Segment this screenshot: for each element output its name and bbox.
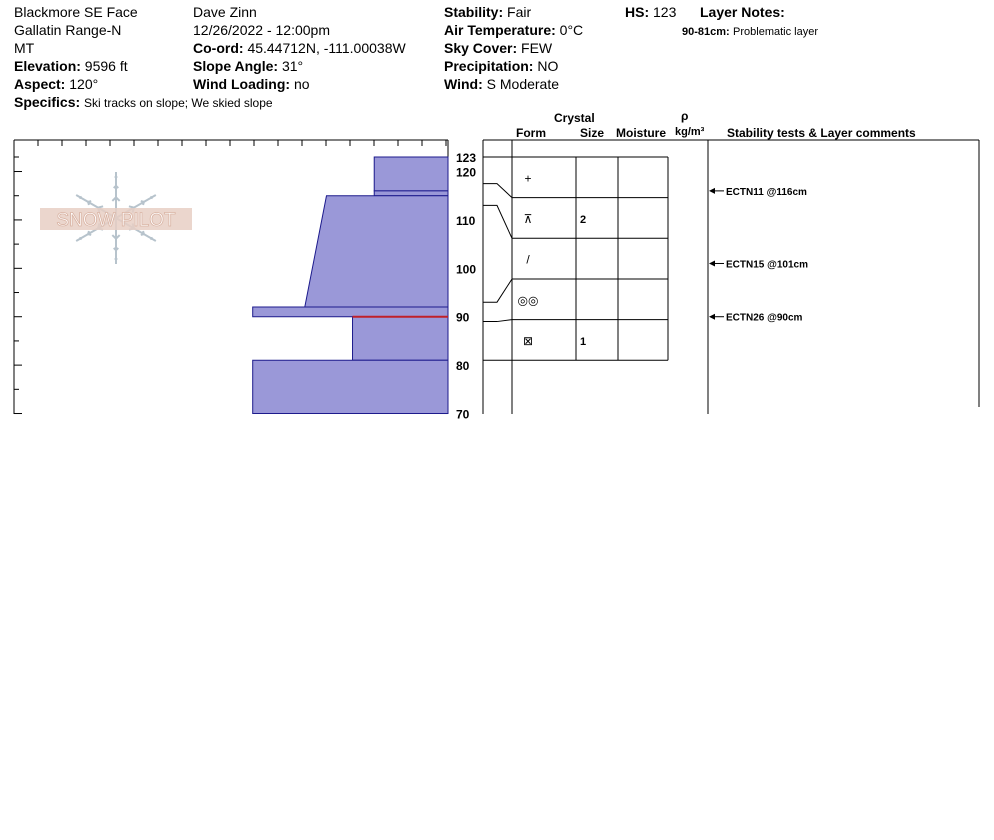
snowflake-branch (143, 202, 144, 205)
hardness-layer (353, 317, 448, 361)
hs-label: HS: (625, 4, 650, 20)
snowflake-branch (115, 258, 116, 259)
layer-connector (483, 279, 512, 302)
form-header: Form (516, 126, 546, 140)
hardness-layer (305, 196, 448, 307)
snowflake-branch (116, 177, 117, 178)
aspect-value: 120° (69, 76, 99, 92)
test-arrow-head (709, 188, 715, 194)
test-arrow-head (709, 314, 715, 320)
snowflake-branch (141, 234, 144, 235)
wind-value: S Moderate (486, 76, 560, 92)
stability-value: Fair (507, 4, 532, 20)
grain-form-symbol: ⊠ (522, 333, 534, 348)
test-label: ECTN15 @101cm (726, 259, 809, 271)
grain-size: 2 (580, 213, 587, 226)
wind-loading-value: no (293, 76, 310, 92)
wind-label: Wind: (444, 76, 483, 92)
snowflake-branch (88, 231, 89, 234)
snowflake-branch (98, 206, 103, 207)
location-name: Blackmore SE Face (14, 4, 138, 20)
layer-connector (483, 320, 512, 322)
date-time: 12/26/2022 - 12:00pm (193, 22, 330, 38)
crystal-header: Crystal (554, 111, 595, 125)
elevation-value: 9596 ft (84, 58, 128, 74)
grain-form-symbol: / (526, 252, 530, 267)
wind-loading-label: Wind Loading: (193, 76, 291, 92)
air-temp-value: 0°C (559, 22, 584, 38)
slope-value: 31° (281, 58, 304, 74)
stability-label: Stability: (444, 4, 504, 20)
sky-cover-value: FEW (521, 40, 553, 56)
moisture-header: Moisture (616, 126, 667, 140)
layer-table (483, 140, 979, 414)
y-tick-label: 100 (456, 262, 477, 277)
grain-form-symbol: ⊼ (523, 211, 533, 226)
coord-value: 45.44712N, -111.00038W (247, 40, 406, 56)
test-label: ECTN11 @116cm (726, 186, 807, 198)
layer-connector (483, 184, 512, 198)
y-tick-label: 123 (456, 151, 477, 165)
y-tick-label: 110 (456, 213, 476, 228)
y-tick-label: 90 (456, 310, 470, 325)
rho-header: ρ (681, 109, 689, 123)
hardness-layer (374, 191, 448, 196)
hardness-layer (253, 360, 448, 413)
hs-value: 123 (653, 4, 677, 20)
sky-cover-label: Sky Cover: (444, 40, 518, 56)
density-unit-header: kg/m³ (675, 126, 705, 138)
comments-header: Stability tests & Layer comments (727, 126, 916, 140)
hardness-profile (253, 157, 448, 414)
y-tick-label: 70 (456, 407, 470, 420)
state: MT (14, 40, 35, 56)
observer: Dave Zinn (193, 4, 257, 20)
elevation-label: Elevation: (14, 58, 81, 74)
grain-form-symbol: ◎◎ (517, 293, 539, 308)
stability-tests (709, 187, 808, 324)
precip-label: Precipitation: (444, 58, 534, 74)
layer-note-text: Problematic layer (733, 26, 819, 38)
grain-size: 1 (580, 335, 587, 348)
precip-value: NO (537, 58, 559, 74)
test-arrow-head (709, 260, 715, 266)
grain-form-symbol: + (524, 171, 532, 186)
air-temp-label: Air Temperature: (444, 22, 556, 38)
hardness-layer (374, 157, 448, 191)
specifics-label: Specifics: (14, 94, 81, 110)
hardness-layer (253, 307, 448, 317)
layer-notes-label: Layer Notes: (700, 4, 785, 20)
mountain-range: Gallatin Range-N (14, 22, 122, 38)
test-label: ECTN26 @90cm (726, 312, 803, 324)
y-tick-label: 120 (456, 165, 477, 180)
snowpilot-logo (40, 172, 192, 264)
layer-connector (483, 205, 512, 238)
snowflake-branch (141, 201, 144, 202)
logo-text: SNOW PILOT (56, 210, 176, 231)
size-header: Size (580, 126, 605, 140)
snowflake-branch (88, 201, 91, 202)
slope-label: Slope Angle: (193, 58, 279, 74)
snowflake-branch (88, 234, 91, 235)
coord-label: Co-ord: (193, 40, 244, 56)
y-tick-label: 80 (456, 359, 470, 374)
layer-note-range: 90-81cm: (682, 26, 730, 38)
aspect-label: Aspect: (14, 76, 66, 92)
specifics-value: Ski tracks on slope; We skied slope (84, 96, 273, 110)
